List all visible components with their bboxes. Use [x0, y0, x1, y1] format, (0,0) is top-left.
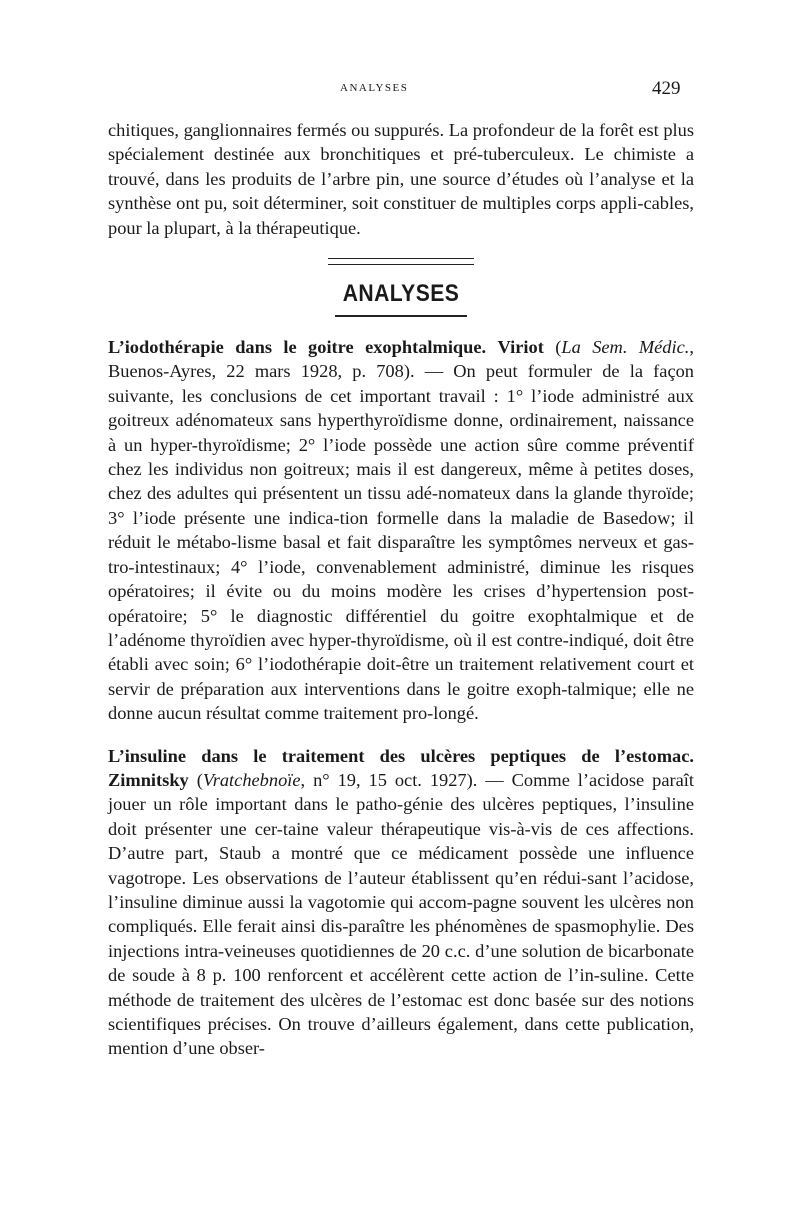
- running-head: [0, 78, 800, 102]
- article-title: L’insuline dans le traitement des ulcères peptiques de l’estomac.: [108, 745, 694, 766]
- article-author: Viriot: [497, 337, 544, 358]
- article-insuline: [108, 744, 694, 1061]
- intro-paragraph: chitiques, ganglionnaires fermés ou suppurés. La profondeur de la forêt est plus spécialement destinée aux bronchitiques et pré-tuberculeux. Le chimiste a trouvé, dans les produits de l’arbre pin, une source d’études où l’analyse et la synthèse ont pu, soit déterminer, soit constituer de multiples corps appli-cables, pour la plupart, à la thérapeutique.: [108, 120, 694, 238]
- double-rule-divider: [328, 258, 474, 265]
- article-author: Zimnitsky: [108, 769, 189, 790]
- running-title: ANALYSES: [340, 82, 409, 94]
- article-source-details: , n° 19, 15 oct. 1927).: [300, 769, 478, 790]
- section-title: ANALYSES: [342, 280, 460, 308]
- article-source-open: (: [555, 337, 562, 358]
- single-rule-divider: [335, 315, 467, 317]
- article-source-open: (: [196, 769, 203, 790]
- article-body: — Comme l’acidose paraît jouer un rôle important dans le patho-génie des ulcères peptiques, l’insuline doit présenter une cer-taine valeur thérapeutique vis-à-vis de ces affections. D’autre part, Staub a montré que ce médicament possède une influence vagotrope. Les observations de l’auteur établissent qu’en rédui-sant l’acidose, l’insuline diminue aussi la vagotomie qui accom-pagne souvent les ulcères non compliqués. Elle ferait ainsi dis-paraître les phénomènes de spasmophylie. Des injections intra-veineuses quotidiennes de 20 c.c. d’une solution de bicarbonate de soude à 8 p. 100 renforcent et accélèrent cette action de l’in-suline. Cette méthode de traitement des ulcères de l’estomac est donc basée sur des notions scientifiques précises. On trouve d’ailleurs également, dans cette publication, mention d’une obser-: [108, 769, 694, 1059]
- page-number: 429: [652, 78, 681, 99]
- article-source-name: La Sem. Médic.: [561, 337, 690, 358]
- article-body: — On peut formuler de la façon suivante, les conclusions de cet important travail : 1° l’iode administré aux goitreux adénomateux sans hyperthyroïdisme donne, ordinairement, naissance à un hyper-thyroïdisme; 2° l’iode possède une action sûre comme préventif chez les individus non goitreux; mais il est dangereux, même à petites doses, chez des adultes qui présentent un tissu adé-nomateux dans la glande thyroïde; 3° l’iode présente une indica-tion formelle dans la maladie de Basedow; il réduit le métabo-lisme basal et fait disparaître les symptômes nerveux et gas-tro-intestinaux; 4° l’iode, convenablement administré, diminue les risques opératoires; il évite ou du moins modère les crises d’hypertension post-opératoire; 5° le diagnostic différentiel du goitre exophtalmique et de l’adénome thyroïdien avec hyper-thyroïdisme, où il est contre-indiqué, doit être établi avec soin; 6° l’iodothérapie doit-être un traitement relativement court et servir de préparation aux interventions dans le goitre exoph-talmique; elle ne donne aucun résultat comme traitement pro-longé.: [108, 361, 694, 724]
- page-body: [108, 118, 694, 1061]
- article-iodotherapie: [108, 335, 694, 726]
- article-title: L’iodothérapie dans le goitre exophtalmique.: [108, 337, 487, 358]
- article-source-details: , Buenos-Ayres, 22 mars 1928, p. 708).: [108, 337, 694, 382]
- article-source-name: Vratchebnoïe: [202, 769, 301, 790]
